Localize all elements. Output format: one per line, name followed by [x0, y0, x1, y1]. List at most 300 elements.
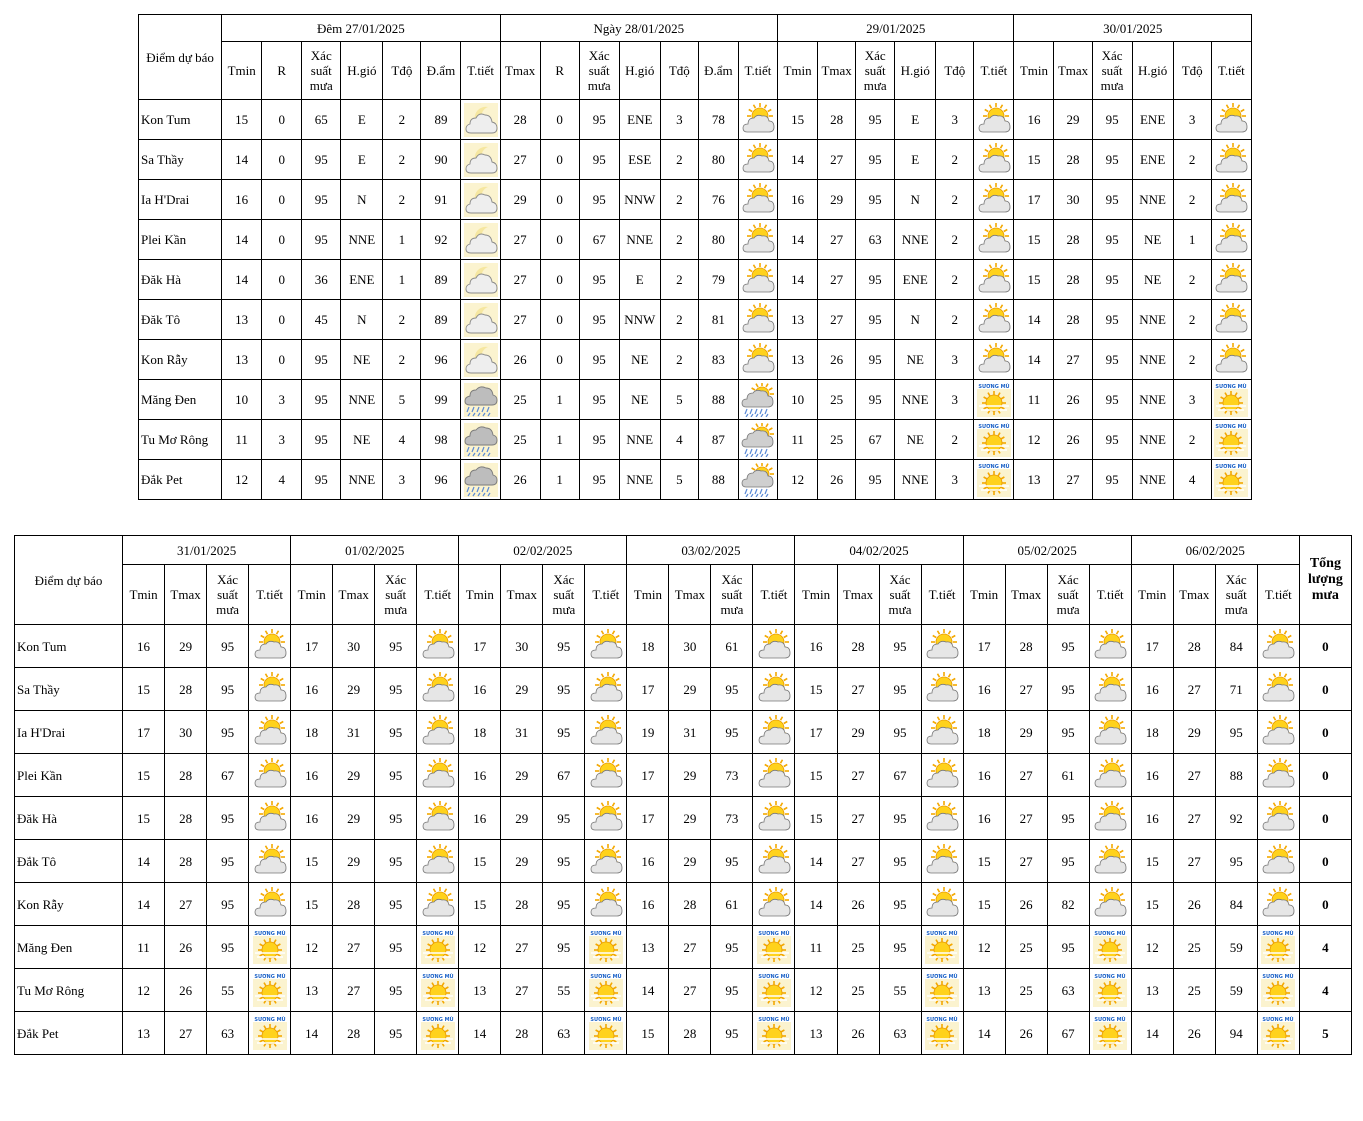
weather-column-header: T.tiết	[249, 565, 291, 625]
value-cell: 63	[1047, 969, 1089, 1012]
value-cell: 90	[421, 140, 461, 180]
location-name: Tu Mơ Rông	[139, 420, 222, 460]
value-cell: 67	[879, 754, 921, 797]
table-row	[15, 668, 1352, 711]
value-cell: 17	[1131, 625, 1173, 668]
value-cell: 29	[669, 754, 711, 797]
value-cell: NNE	[619, 460, 660, 500]
value-cell: 95	[1215, 711, 1257, 754]
sun-rain-icon	[738, 420, 777, 460]
value-cell: 98	[421, 420, 461, 460]
sun-cloud-icon	[738, 260, 777, 300]
value-cell: 45	[302, 300, 341, 340]
value-cell: 0	[540, 100, 579, 140]
value-cell: N	[341, 300, 383, 340]
value-cell: 79	[698, 260, 738, 300]
value-cell: 27	[333, 969, 375, 1012]
weather-column-header: T.tiết	[1257, 565, 1299, 625]
value-cell: 95	[375, 1012, 417, 1055]
value-cell: 2	[1173, 140, 1211, 180]
value-cell: 3	[936, 340, 974, 380]
value-cell: 14	[291, 1012, 333, 1055]
value-cell: 15	[291, 840, 333, 883]
sun-cloud-icon	[974, 260, 1014, 300]
sun-cloud-icon	[738, 300, 777, 340]
location-name: Đăk Hà	[15, 797, 123, 840]
value-cell: 5	[660, 460, 698, 500]
total-rain-cell: 0	[1299, 711, 1351, 754]
value-cell: NE	[895, 340, 936, 380]
value-cell: 61	[1047, 754, 1089, 797]
value-cell: 15	[123, 754, 165, 797]
humid-column-header: Đ.ẩm	[698, 42, 738, 100]
sun-cloud-icon	[585, 754, 627, 797]
total-rain-cell: 0	[1299, 754, 1351, 797]
value-cell: 13	[795, 1012, 837, 1055]
value-cell: 92	[421, 220, 461, 260]
sun-cloud-icon	[585, 797, 627, 840]
location-name: Măng Đen	[15, 926, 123, 969]
total-rain-cell: 0	[1299, 668, 1351, 711]
value-cell: 28	[333, 883, 375, 926]
sun-cloud-icon	[974, 100, 1014, 140]
value-cell: NNW	[619, 300, 660, 340]
value-cell: 95	[579, 380, 619, 420]
value-cell: 28	[165, 668, 207, 711]
table-row	[139, 220, 1252, 260]
value-cell: 13	[222, 340, 262, 380]
value-cell: 95	[207, 711, 249, 754]
total-rain-cell: 0	[1299, 797, 1351, 840]
value-cell: 95	[207, 883, 249, 926]
value-cell: 95	[856, 140, 895, 180]
value-cell: 1	[540, 380, 579, 420]
svg-text:SƯƠNG MÙ: SƯƠNG MÙ	[254, 974, 286, 980]
value-cell: 15	[627, 1012, 669, 1055]
value-cell: 14	[222, 260, 262, 300]
value-cell: 95	[579, 420, 619, 460]
value-cell: 95	[1047, 711, 1089, 754]
sun-cloud-icon	[417, 625, 459, 668]
value-cell: 27	[500, 220, 540, 260]
sun-cloud-icon	[738, 140, 777, 180]
value-cell: 0	[262, 100, 302, 140]
fog-sun-icon	[417, 926, 459, 969]
value-cell: 16	[778, 180, 818, 220]
value-cell: 0	[262, 180, 302, 220]
value-cell: 17	[459, 625, 501, 668]
value-cell: 83	[698, 340, 738, 380]
table-row	[139, 420, 1252, 460]
value-cell: 2	[936, 220, 974, 260]
value-cell: 95	[1092, 340, 1132, 380]
value-cell: ESE	[619, 140, 660, 180]
value-cell: 96	[421, 460, 461, 500]
period-header: 03/02/2025	[627, 536, 795, 565]
period-header: 01/02/2025	[291, 536, 459, 565]
value-cell: 2	[383, 180, 421, 220]
value-cell: 27	[500, 260, 540, 300]
fog-sun-icon	[921, 969, 963, 1012]
value-cell: 94	[1215, 1012, 1257, 1055]
fog-sun-icon	[1089, 1012, 1131, 1055]
value-cell: 95	[879, 625, 921, 668]
value-cell: 27	[818, 260, 856, 300]
speed-column-header: Tđộ	[1173, 42, 1211, 100]
value-cell: 18	[963, 711, 1005, 754]
night-cloud-icon	[461, 100, 500, 140]
value-cell: 31	[501, 711, 543, 754]
value-cell: 2	[660, 140, 698, 180]
value-cell: 15	[291, 883, 333, 926]
value-cell: NNW	[619, 180, 660, 220]
value-cell: 95	[1092, 300, 1132, 340]
sun-rain-icon	[738, 460, 777, 500]
value-cell: 13	[778, 340, 818, 380]
value-cell: 15	[963, 840, 1005, 883]
table-row	[139, 380, 1252, 420]
value-cell: 29	[1005, 711, 1047, 754]
value-cell: 2	[1173, 420, 1211, 460]
fog-sun-icon	[417, 969, 459, 1012]
value-cell: 95	[543, 840, 585, 883]
value-cell: 95	[375, 969, 417, 1012]
value-cell: 89	[421, 260, 461, 300]
sun-cloud-icon	[921, 797, 963, 840]
value-cell: 95	[543, 668, 585, 711]
value-cell: 28	[165, 754, 207, 797]
tmin-column-header: Tmin	[963, 565, 1005, 625]
value-cell: 31	[669, 711, 711, 754]
sun-cloud-icon	[1257, 754, 1299, 797]
value-cell: 95	[375, 926, 417, 969]
value-cell: 12	[123, 969, 165, 1012]
value-cell: 17	[123, 711, 165, 754]
value-cell: 28	[1054, 300, 1092, 340]
svg-text:SƯƠNG MÙ: SƯƠNG MÙ	[1215, 423, 1247, 430]
night-rain-icon	[461, 380, 500, 420]
value-cell: 88	[698, 460, 738, 500]
value-cell: 95	[1092, 180, 1132, 220]
value-cell: 95	[207, 668, 249, 711]
value-cell: 28	[500, 100, 540, 140]
value-cell: 27	[837, 668, 879, 711]
value-cell: 0	[262, 220, 302, 260]
value-cell: NNE	[619, 220, 660, 260]
value-cell: 30	[669, 625, 711, 668]
value-cell: 28	[1054, 140, 1092, 180]
value-cell: 25	[818, 420, 856, 460]
value-cell: 95	[711, 926, 753, 969]
fog-sun-icon	[249, 969, 291, 1012]
sun-cloud-icon	[1257, 840, 1299, 883]
value-cell: ENE	[619, 100, 660, 140]
sun-cloud-icon	[974, 340, 1014, 380]
value-cell: 15	[1014, 220, 1054, 260]
value-cell: 3	[262, 420, 302, 460]
r-column-header: R	[540, 42, 579, 100]
value-cell: 95	[302, 420, 341, 460]
table-row	[15, 1012, 1352, 1055]
value-cell: 95	[879, 797, 921, 840]
value-cell: 25	[1005, 969, 1047, 1012]
speed-column-header: Tđộ	[660, 42, 698, 100]
value-cell: 27	[818, 300, 856, 340]
value-cell: 16	[459, 668, 501, 711]
value-cell: 78	[698, 100, 738, 140]
value-cell: 26	[500, 340, 540, 380]
value-cell: 11	[123, 926, 165, 969]
value-cell: 80	[698, 220, 738, 260]
value-cell: 13	[963, 969, 1005, 1012]
value-cell: 26	[837, 883, 879, 926]
value-cell: 14	[627, 969, 669, 1012]
fog-sun-icon	[417, 1012, 459, 1055]
value-cell: 16	[1131, 668, 1173, 711]
fog-sun-icon	[249, 1012, 291, 1055]
wind-column-header: H.gió	[1132, 42, 1173, 100]
value-cell: NE	[619, 340, 660, 380]
value-cell: 95	[1215, 840, 1257, 883]
tmin-column-header: Tmin	[222, 42, 262, 100]
value-cell: 95	[711, 1012, 753, 1055]
value-cell: ENE	[341, 260, 383, 300]
value-cell: ENE	[1132, 140, 1173, 180]
prob-column-header: Xác suất mưa	[207, 565, 249, 625]
value-cell: 2	[936, 140, 974, 180]
value-cell: 12	[291, 926, 333, 969]
value-cell: 14	[123, 840, 165, 883]
prob-column-header: Xác suất mưa	[302, 42, 341, 100]
value-cell: 0	[540, 300, 579, 340]
sun-cloud-icon	[753, 840, 795, 883]
value-cell: 15	[963, 883, 1005, 926]
value-cell: 13	[1014, 460, 1054, 500]
value-cell: 2	[383, 340, 421, 380]
tmin-column-header: Tmin	[627, 565, 669, 625]
period-header: 02/02/2025	[459, 536, 627, 565]
value-cell: 28	[1054, 220, 1092, 260]
value-cell: 88	[698, 380, 738, 420]
wind-column-header: H.gió	[341, 42, 383, 100]
value-cell: 26	[1005, 883, 1047, 926]
value-cell: NE	[341, 420, 383, 460]
value-cell: 95	[856, 100, 895, 140]
value-cell: 95	[879, 926, 921, 969]
value-cell: 15	[459, 883, 501, 926]
value-cell: 95	[375, 754, 417, 797]
table-row	[15, 883, 1352, 926]
sun-cloud-icon	[1089, 711, 1131, 754]
total-rain-cell: 0	[1299, 883, 1351, 926]
value-cell: 29	[669, 797, 711, 840]
sun-cloud-icon	[585, 668, 627, 711]
value-cell: 14	[222, 220, 262, 260]
value-cell: 29	[333, 754, 375, 797]
value-cell: 28	[837, 625, 879, 668]
sun-cloud-icon	[249, 625, 291, 668]
weather-column-header: T.tiết	[738, 42, 777, 100]
night-cloud-icon	[461, 220, 500, 260]
sun-cloud-icon	[1211, 100, 1251, 140]
prob-column-header: Xác suất mưa	[856, 42, 895, 100]
svg-text:SƯƠNG MÙ: SƯƠNG MÙ	[926, 1017, 958, 1023]
location-name: Kon Rẫy	[139, 340, 222, 380]
value-cell: 18	[627, 625, 669, 668]
tmin-column-header: Tmin	[1131, 565, 1173, 625]
fog-sun-icon	[974, 460, 1014, 500]
sun-cloud-icon	[1089, 668, 1131, 711]
svg-text:SƯƠNG MÙ: SƯƠNG MÙ	[590, 931, 622, 937]
value-cell: 3	[660, 100, 698, 140]
location-name: Đắk Pet	[139, 460, 222, 500]
value-cell: 27	[1173, 797, 1215, 840]
value-cell: 4	[383, 420, 421, 460]
value-cell: 26	[818, 340, 856, 380]
value-cell: 12	[1131, 926, 1173, 969]
period-header: 31/01/2025	[123, 536, 291, 565]
fog-sun-icon	[1211, 380, 1251, 420]
value-cell: 95	[879, 711, 921, 754]
value-cell: 95	[1092, 460, 1132, 500]
value-cell: 73	[711, 754, 753, 797]
value-cell: 16	[627, 883, 669, 926]
table-row	[139, 460, 1252, 500]
svg-text:SƯƠNG MÙ: SƯƠNG MÙ	[1262, 974, 1294, 980]
value-cell: NNE	[895, 220, 936, 260]
fog-sun-icon	[585, 969, 627, 1012]
value-cell: 55	[543, 969, 585, 1012]
value-cell: 27	[837, 754, 879, 797]
fog-sun-icon	[585, 1012, 627, 1055]
svg-text:SƯƠNG MÙ: SƯƠNG MÙ	[978, 423, 1010, 430]
value-cell: 92	[1215, 797, 1257, 840]
table-row	[15, 625, 1352, 668]
value-cell: 36	[302, 260, 341, 300]
value-cell: 26	[1054, 420, 1092, 460]
sun-cloud-icon	[921, 711, 963, 754]
svg-text:SƯƠNG MÙ: SƯƠNG MÙ	[758, 974, 790, 980]
value-cell: 29	[500, 180, 540, 220]
location-name: Đắk Pet	[15, 1012, 123, 1055]
value-cell: 12	[795, 969, 837, 1012]
value-cell: 27	[818, 220, 856, 260]
tmin-column-header: Tmin	[778, 42, 818, 100]
value-cell: 55	[879, 969, 921, 1012]
value-cell: NE	[619, 380, 660, 420]
sun-cloud-icon	[249, 797, 291, 840]
value-cell: 29	[501, 797, 543, 840]
value-cell: 3	[1173, 100, 1211, 140]
value-cell: 3	[383, 460, 421, 500]
fog-sun-icon	[1257, 926, 1299, 969]
value-cell: 95	[207, 926, 249, 969]
value-cell: 17	[627, 668, 669, 711]
value-cell: 18	[291, 711, 333, 754]
value-cell: 15	[123, 668, 165, 711]
value-cell: 2	[660, 180, 698, 220]
sun-cloud-icon	[417, 840, 459, 883]
value-cell: 10	[778, 380, 818, 420]
value-cell: 95	[879, 840, 921, 883]
value-cell: 3	[936, 460, 974, 500]
value-cell: 2	[660, 300, 698, 340]
value-cell: 17	[795, 711, 837, 754]
fog-sun-icon	[585, 926, 627, 969]
value-cell: NNE	[619, 420, 660, 460]
value-cell: 25	[1173, 926, 1215, 969]
weather-column-header: T.tiết	[921, 565, 963, 625]
value-cell: 12	[222, 460, 262, 500]
value-cell: NNE	[1132, 340, 1173, 380]
svg-text:SƯƠNG MÙ: SƯƠNG MÙ	[1094, 974, 1126, 980]
svg-text:SƯƠNG MÙ: SƯƠNG MÙ	[978, 383, 1010, 390]
sun-cloud-icon	[974, 300, 1014, 340]
value-cell: NNE	[1132, 460, 1173, 500]
value-cell: 1	[540, 420, 579, 460]
value-cell: 26	[1005, 1012, 1047, 1055]
value-cell: 29	[333, 797, 375, 840]
svg-text:SƯƠNG MÙ: SƯƠNG MÙ	[978, 463, 1010, 470]
value-cell: 0	[540, 180, 579, 220]
value-cell: 17	[627, 754, 669, 797]
value-cell: 2	[383, 300, 421, 340]
prob-column-header: Xác suất mưa	[1047, 565, 1089, 625]
value-cell: 95	[579, 460, 619, 500]
value-cell: 27	[1173, 668, 1215, 711]
value-cell: 15	[222, 100, 262, 140]
value-cell: 95	[856, 180, 895, 220]
value-cell: 28	[501, 1012, 543, 1055]
svg-text:SƯƠNG MÙ: SƯƠNG MÙ	[926, 931, 958, 937]
value-cell: NE	[341, 340, 383, 380]
location-name: Plei Kần	[139, 220, 222, 260]
location-name: Ia H'Drai	[15, 711, 123, 754]
value-cell: 95	[543, 625, 585, 668]
value-cell: 80	[698, 140, 738, 180]
value-cell: 14	[1014, 300, 1054, 340]
sun-cloud-icon	[1089, 625, 1131, 668]
value-cell: 95	[302, 380, 341, 420]
tmin-column-header: Tmin	[795, 565, 837, 625]
tmin-column-header: Tmin	[459, 565, 501, 625]
value-cell: 67	[579, 220, 619, 260]
value-cell: 16	[963, 797, 1005, 840]
value-cell: 30	[165, 711, 207, 754]
tmin-column-header: Tmin	[1014, 42, 1054, 100]
value-cell: 11	[778, 420, 818, 460]
value-cell: 95	[856, 380, 895, 420]
value-cell: 27	[500, 300, 540, 340]
location-header: Điểm dự báo	[15, 536, 123, 625]
value-cell: 11	[1014, 380, 1054, 420]
value-cell: 27	[1173, 754, 1215, 797]
sun-cloud-icon	[921, 754, 963, 797]
tmax-column-header: Tmax	[1005, 565, 1047, 625]
value-cell: 27	[165, 1012, 207, 1055]
value-cell: 82	[1047, 883, 1089, 926]
tmax-column-header: Tmax	[500, 42, 540, 100]
value-cell: 27	[165, 883, 207, 926]
speed-column-header: Tđộ	[383, 42, 421, 100]
weather-column-header: T.tiết	[974, 42, 1014, 100]
tmax-column-header: Tmax	[837, 565, 879, 625]
value-cell: 15	[123, 797, 165, 840]
value-cell: 96	[421, 340, 461, 380]
value-cell: E	[341, 100, 383, 140]
svg-text:SƯƠNG MÙ: SƯƠNG MÙ	[1215, 383, 1247, 390]
value-cell: 95	[879, 668, 921, 711]
